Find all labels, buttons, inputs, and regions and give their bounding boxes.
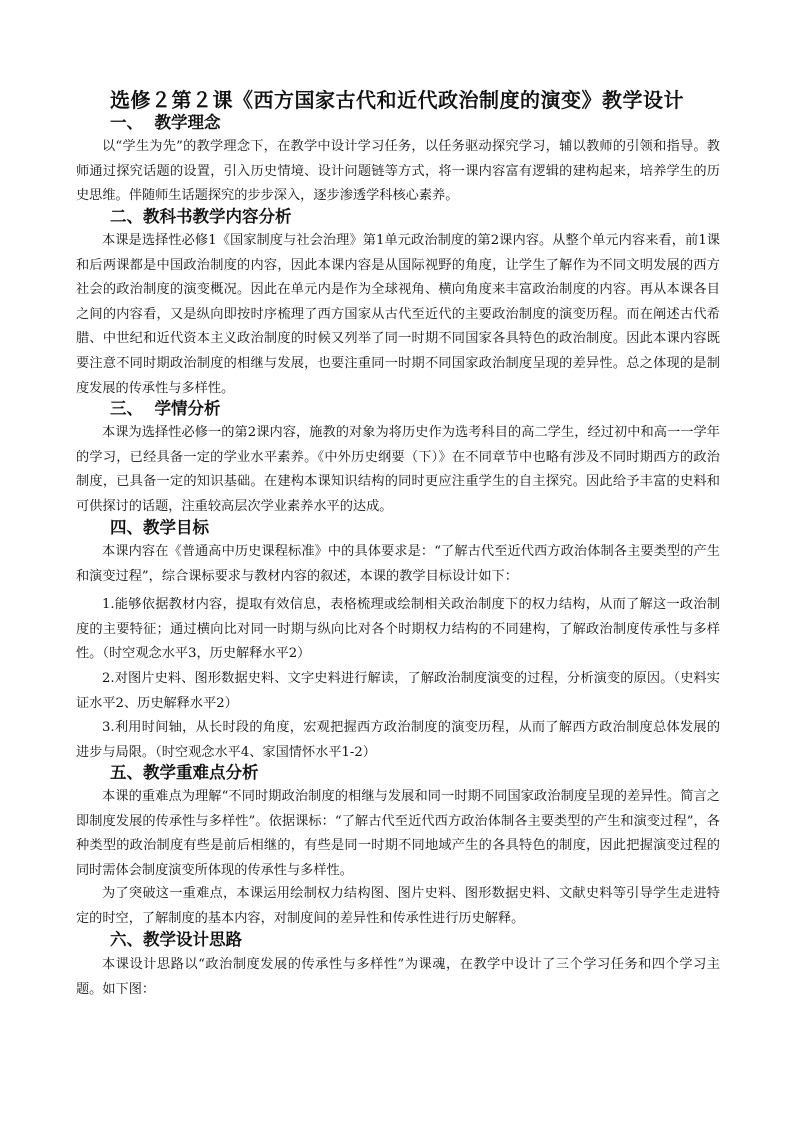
paragraph-textbook-analysis: 本课是选择性必修1《国家制度与社会治理》第1单元政治制度的第2课内容。从整个单元内容来看，前1课和后两课都是中国政治制度的内容，因此本课内容是从国际视野的角度，让学生了解作为不同文明发展的西方社会的政治制度的演变概况。因此在单元内是作为全球视角、横向角度来丰富政治制度的内容。再从本课各目之间的内容看，又是纵向即按时序梳理了西方国家从古代至近代的主要政治制度的演变历程。而在阐述古代希腊、中世纪和近代资本主义政治制度的时候又列举了同一时期不同国家各具特色的政治制度。因此本课内容既要注意不同时期政治制度的相继与发展，也要注重同一时期不同国家政治制度呈现的差异性。总之体现的是制度发展的传承性与多样性。 xyxy=(76,233,720,396)
paragraph-teaching-philosophy: 以“学生为先”的教学理念下，在教学中设计学习任务，以任务驱动探究学习，辅以教师的引领和指导。教师通过探究话题的设置，引入历史情境、设计问题链等方式，将一课内容富有逻辑的建构起来，培养学生的历史思维。伴随师生话题探究的步步深入，逐步渗透学科核心素养。 xyxy=(76,139,720,204)
section-heading-student-analysis: 三、 学情分析 xyxy=(110,399,221,418)
paragraph-breakthrough: 为了突破这一重难点，本课运用绘制权力结构图、图片史料、图形数据史料、文献史料等引导学生走进特定的时空，了解制度的基本内容，对制度间的差异性和传承性进行历史解释。 xyxy=(76,886,720,926)
document-title: 选修２第２课《西方国家古代和近代政治制度的演变》教学设计 xyxy=(110,88,684,112)
paragraph-student-analysis: 本课为选择性必修一的第2课内容，施教的对象为将历史作为选考科目的高二学生，经过初中和高一一学年的学习，已经具备一定的学业水平素养。《中外历史纲要（下）》在不同章节中也略有涉及不同时期西方的政治制度，已具备一定的知识基础。在建构本课知识结构的同时更应注重学生的自主探究。因此给予丰富的史料和可供探讨的话题，注重较高层次学业素养水平的达成。 xyxy=(76,425,720,514)
paragraph-key-difficulties: 本课的重难点为理解“不同时期政治制度的相继与发展和同一时期不同国家政治制度呈现的差异性。简言之即制度发展的传承性与多样性”。依据课标：“了解古代至近代西方政治体制各主要类型的产生和演变过程”，各种类型的政治制度有些是前后相继的，有些是同一时期不同地域产生的各具特色的制度，因此把握演变过程的同时需体会制度演变所体现的传承性与多样性。 xyxy=(76,789,720,878)
paragraph-objective-1: 1.能够依据教材内容，提取有效信息，表格梳理或绘制相关政治制度下的权力结构，从而了解这一政治制度的主要特征；通过横向比对同一时期与纵向比对各个时期权力结构的不同建构，了解政治制度传承性与多样性。（时空观念水平3，历史解释水平2） xyxy=(76,597,720,662)
section-heading-key-difficulties: 五、教学重难点分析 xyxy=(110,763,259,782)
section-heading-design-ideas: 六、教学设计思路 xyxy=(110,930,242,949)
paragraph-design-ideas: 本课设计思路以“政治制度发展的传承性与多样性”为课魂，在教学中设计了三个学习任务和四个学习主题。如下图： xyxy=(76,957,720,997)
section-heading-teaching-philosophy: 一、 教学理念 xyxy=(110,113,221,132)
paragraph-objectives-intro: 本课内容在《普通高中历史课程标准》中的具体要求是：“了解古代至近代西方政治体制各主要类型的产生和演变过程”，综合课标要求与教材内容的叙述，本课的教学目标设计如下： xyxy=(76,544,720,584)
section-heading-textbook-analysis: 二、教科书教学内容分析 xyxy=(110,207,292,226)
paragraph-objective-2: 2.对图片史料、图形数据史料、文字史料进行解读，了解政治制度演变的过程，分析演变的原因。（史料实证水平2、历史解释水平2） xyxy=(76,671,720,711)
section-heading-teaching-objectives: 四、教学目标 xyxy=(110,518,209,537)
paragraph-objective-3: 3.利用时间轴，从长时段的角度，宏观把握西方政治制度的演变历程，从而了解西方政治制度总体发展的进步与局限。（时空观念水平4、家国情怀水平1-2） xyxy=(76,720,720,760)
